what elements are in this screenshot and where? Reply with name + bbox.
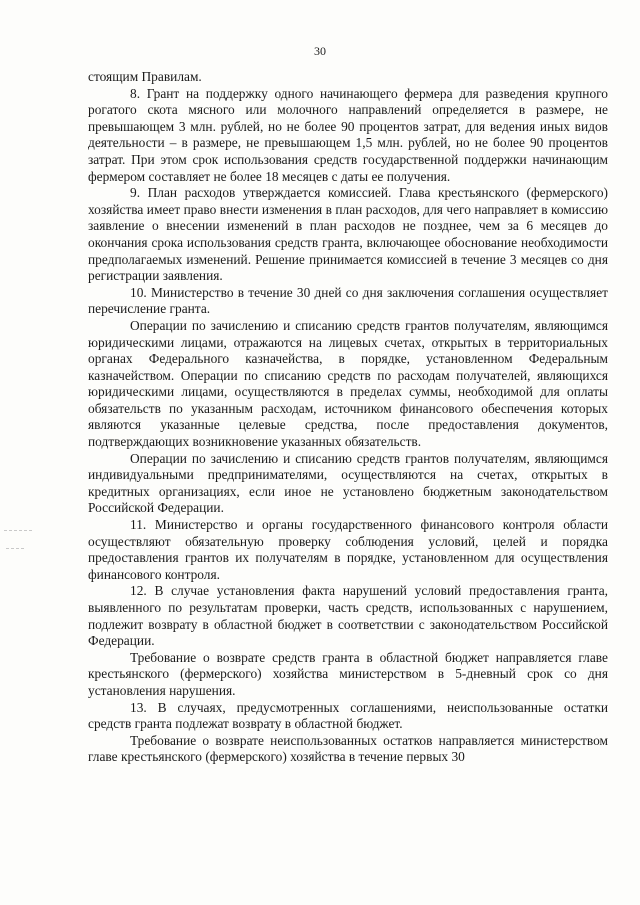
paragraph-item-11: 11. Министерство и органы государственного финансового контроля области осуществляют обязательную проверку соблюдения условий, целей и порядка предоставления грантов их получателям в порядке, установленном для осуществления финансового контроля. — [88, 517, 608, 582]
paragraph-entrepreneurs: Операции по зачислению и списанию средств грантов получателям, являющимся индивидуальными предпринимателями, осуществляются на счетах, открытых в кредитных организациях, если иное не установлено бюджетным законодательством Российской Федерации. — [88, 450, 608, 516]
scan-artifact — [6, 548, 24, 549]
paragraph-item-12: 12. В случае установления факта нарушений условий предоставления гранта, выявленного по результатам проверки, часть средств, использованных с нарушением, подлежит возврату в областной бюджет в соответствии с законодательством Российской Федерации. — [88, 583, 608, 649]
paragraph-item-10: 10. Министерство в течение 30 дней со дня заключения соглашения осуществляет перечисление гранта. — [88, 284, 608, 317]
page-number: 30 — [314, 44, 326, 58]
scan-artifact — [4, 530, 32, 531]
paragraph-legal-entities: Операции по зачислению и списанию средств грантов получателям, являющимся юридическими лицами, отражаются на лицевых счетах, открытых в территориальных органах Федерального казначейства, в порядке, установленном Федеральным казначейством. Операции по списанию средств по расходам получателей, являющихся юридическими лицами, осуществляются в пределах суммы, необходимой для оплаты обязательств по указанным расходам, источником финансового обеспечения которых являются указанные целевые средства, после предоставления документов, подтверждающих возникновение указанных обязательств. — [88, 317, 608, 450]
paragraph-item-8: 8. Грант на поддержку одного начинающего фермера для разведения крупного рогатого скота мясного или молочного направлений определяется в размере, не превышающем 3 млн. рублей, но не более 90 процентов затрат, для ведения иных видов деятельности – в размере, не превышающем 1,5 млн. рублей, но не более 90 процентов затрат. При этом срок использования средств государственной поддержки начинающим фермером составляет не более 18 месяцев с даты ее получения. — [88, 85, 608, 184]
document-body — [88, 69, 608, 766]
paragraph-refund-demand: Требование о возврате средств гранта в областной бюджет направляется главе крестьянского (фермерского) хозяйства министерством в 5-дневный срок со дня установления нарушения. — [88, 649, 608, 698]
paragraph-item-9: 9. План расходов утверждается комиссией. Глава крестьянского (фермерского) хозяйства имеет право внести изменения в план расходов, для чего направляет в комиссию заявление о внесении изменений в план расходов не позднее, чем за 6 месяцев до окончания срока использования средств гранта, включающее обоснование необходимости предполагаемых изменений. Решение принимается комиссией в течение 3 месяцев со дня регистрации заявления. — [88, 185, 608, 284]
paragraph-continuation: стоящим Правилам. — [88, 69, 202, 84]
paragraph-item-13: 13. В случаях, предусмотренных соглашениями, неиспользованные остатки средств гранта подлежат возврату в областной бюджет. — [88, 699, 608, 732]
paragraph-unused-remainder: Требование о возврате неиспользованных остатков направляется министерством главе крестьянского (фермерского) хозяйства в течение первых 30 — [88, 732, 608, 765]
